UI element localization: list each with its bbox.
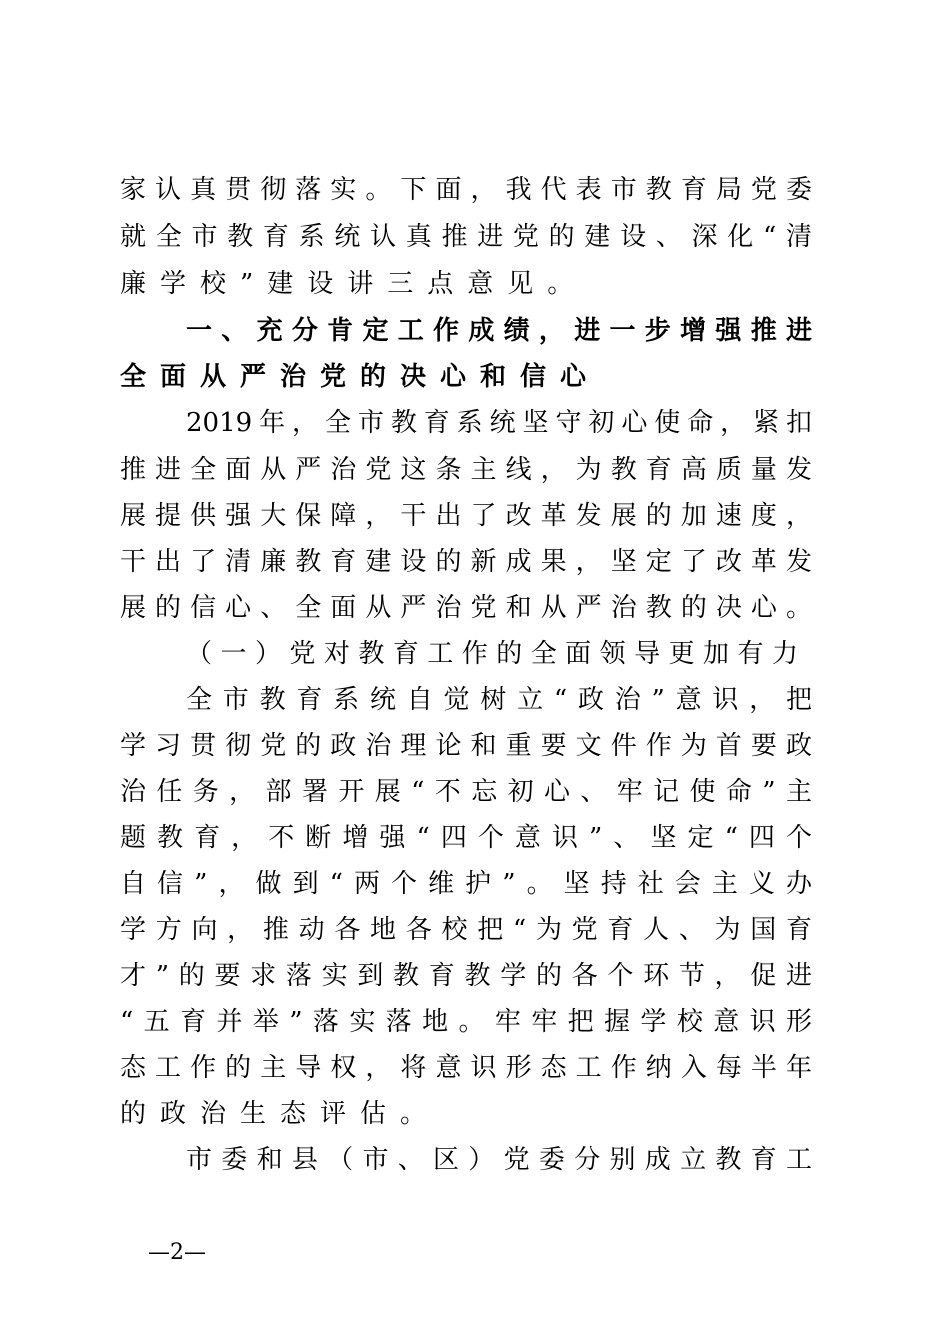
body-line-17: 学方向，推动各地各校把“为党育人、为国育 bbox=[120, 915, 812, 945]
body-line-3: 廉学校”建设讲三点意见。 bbox=[120, 269, 588, 299]
body-line-8: 展提供强大保障，干出了改革发展的加速度， bbox=[120, 501, 812, 531]
body-line-16: 自信”，做到“两个维护”。坚持社会主义办 bbox=[120, 869, 812, 899]
body-line-7: 推进全面从严治党这条主线，为教育高质量发 bbox=[120, 455, 812, 485]
body-line-9: 干出了清廉教育建设的新成果，坚定了改革发 bbox=[120, 547, 812, 577]
body-line-12: 全市教育系统自觉树立“政治”意识，把 bbox=[186, 685, 812, 715]
body-line-14: 治任务，部署开展“不忘初心、牢记使命”主 bbox=[120, 777, 812, 807]
body-line-10: 展的信心、全面从严治党和从严治教的决心。 bbox=[120, 593, 812, 623]
body-line-22: 市委和县（市、区）党委分别成立教育工 bbox=[186, 1145, 812, 1175]
body-line-2: 就全市教育系统认真推进党的建设、深化“清 bbox=[120, 222, 812, 252]
body-line-6: 2019年，全市教育系统坚守初心使命，紧扣 bbox=[186, 408, 812, 438]
page-number: —2— bbox=[148, 1240, 206, 1265]
body-line-21: 的政治生态评估。 bbox=[120, 1099, 441, 1129]
section-heading-line-2: 全面从严治党的决心和信心 bbox=[120, 362, 601, 392]
body-line-20: 态工作的主导权，将意识形态工作纳入每半年 bbox=[120, 1053, 812, 1083]
body-line-15: 题教育，不断增强“四个意识”、坚定“四个 bbox=[120, 823, 812, 853]
section-heading-line-1: 一、充分肯定工作成绩，进一步增强推进 bbox=[186, 316, 812, 346]
body-line-18: 才”的要求落实到教育教学的各个环节，促进 bbox=[120, 961, 812, 991]
body-line-13: 学习贯彻党的政治理论和重要文件作为首要政 bbox=[120, 731, 812, 761]
body-line-1: 家认真贯彻落实。下面，我代表市教育局党委 bbox=[120, 175, 812, 205]
subsection-heading: （一）党对教育工作的全面领导更加有力 bbox=[186, 639, 798, 669]
body-line-19: “五育并举”落实落地。牢牢把握学校意识形 bbox=[120, 1007, 812, 1037]
